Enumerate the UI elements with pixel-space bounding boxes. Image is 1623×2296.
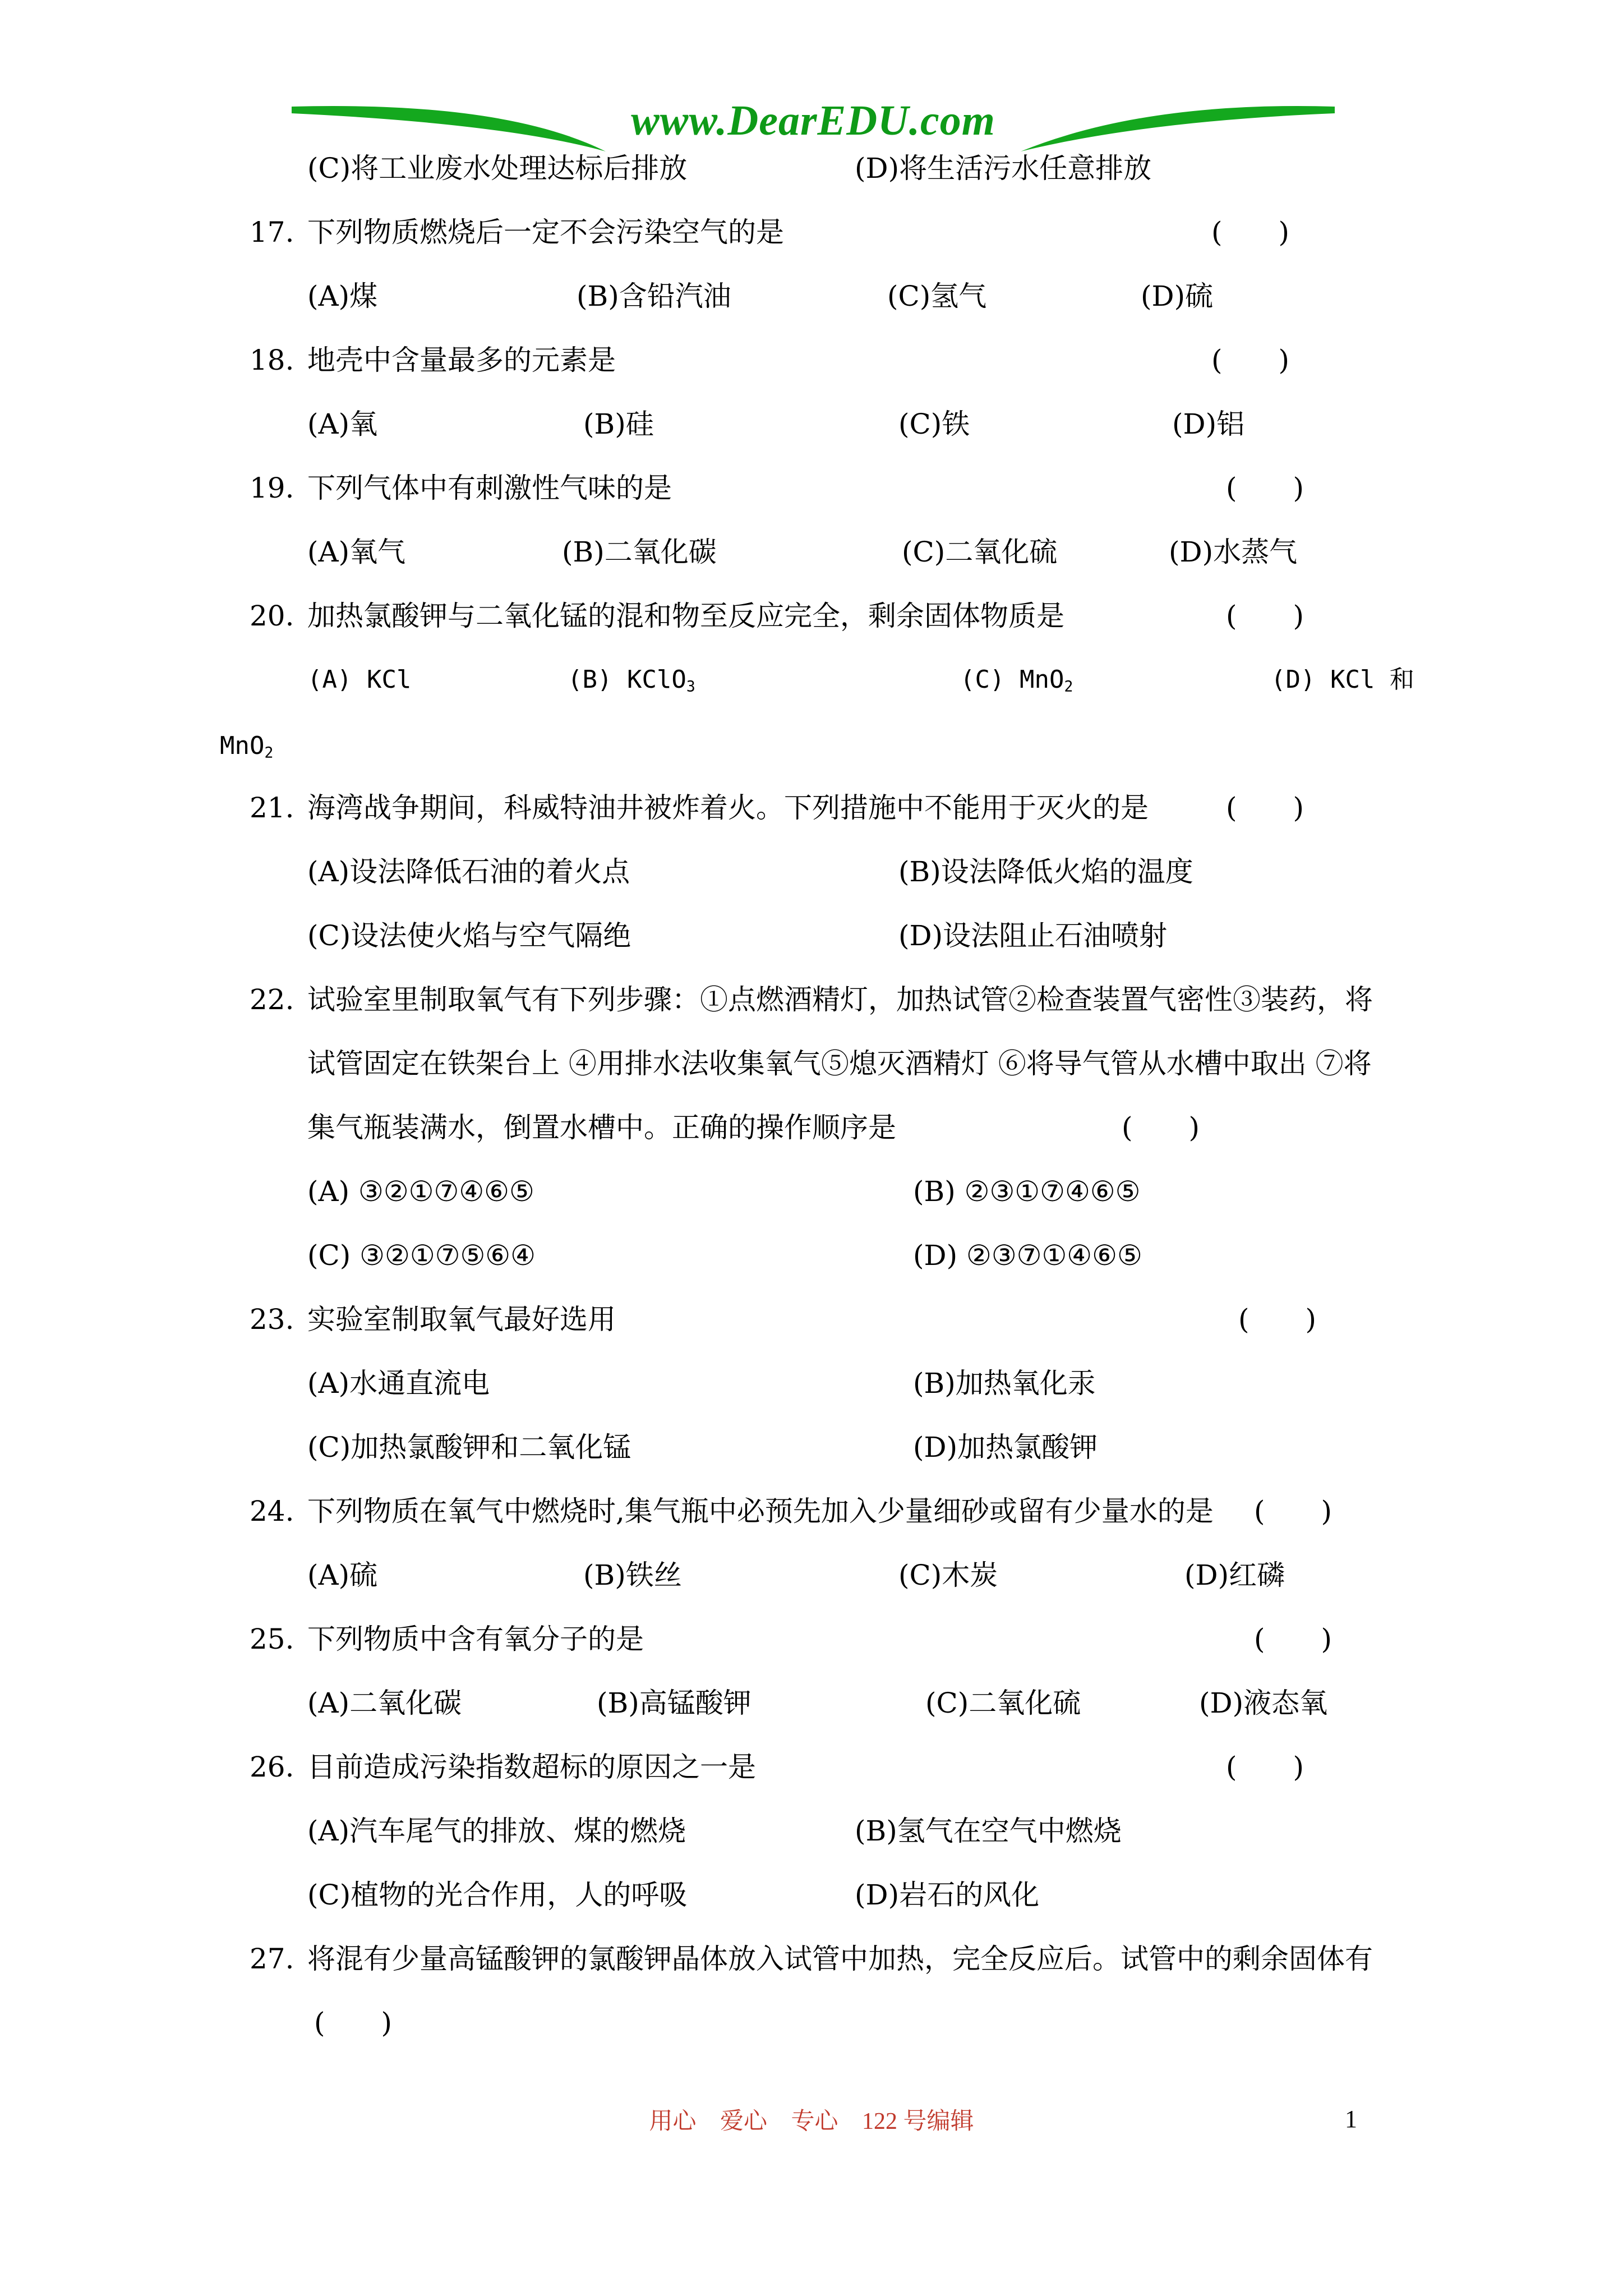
option-c: (C)植物的光合作用，人的呼吸 bbox=[307, 1879, 688, 1911]
option-c: (C) ③②①⑦⑤⑥④ bbox=[307, 1239, 536, 1272]
question-number: 17. bbox=[250, 216, 294, 249]
answer-blank: ( ) bbox=[1211, 344, 1290, 376]
footer-text-2: 爱心 bbox=[720, 2109, 767, 2134]
question-text: 加热氯酸钾与二氧化锰的混和物至反应完全，剩余固体物质是 bbox=[307, 600, 1064, 632]
formula-text: (C) MnO bbox=[960, 665, 1064, 694]
option-d: (D)将生活污水任意排放 bbox=[855, 152, 1152, 185]
page-footer bbox=[0, 2102, 1623, 2136]
question-number: 27. bbox=[250, 1943, 294, 1975]
option-d: (D) KCl 和 bbox=[1271, 665, 1414, 694]
option-b: (B)高锰酸钾 bbox=[597, 1687, 751, 1719]
question-text: 下列物质在氧气中燃烧时,集气瓶中必预先加入少量细砂或留有少量水的是 bbox=[307, 1495, 1214, 1527]
option-d: (D)加热氯酸钾 bbox=[913, 1431, 1098, 1464]
option-a: (A) KCl bbox=[307, 665, 412, 694]
option-d: (D) ②③⑦①④⑥⑤ bbox=[913, 1239, 1142, 1272]
answer-blank: ( ) bbox=[1254, 1495, 1332, 1527]
footer-text-4: 122 号编辑 bbox=[862, 2109, 974, 2134]
formula-subscript: 2 bbox=[1064, 678, 1073, 696]
option-b: (B)硅 bbox=[583, 408, 654, 440]
footer-text-3: 专心 bbox=[791, 2109, 838, 2134]
option-d: (D)铝 bbox=[1172, 408, 1245, 440]
option-c bbox=[960, 662, 1073, 705]
option-c: (C)氢气 bbox=[887, 280, 987, 312]
formula-text: MnO bbox=[220, 731, 265, 760]
option-a: (A)二氧化碳 bbox=[307, 1687, 462, 1719]
option-d: (D)岩石的风化 bbox=[855, 1879, 1040, 1911]
option-a: (A)氧气 bbox=[307, 536, 406, 568]
option-b: (B)含铅汽油 bbox=[577, 280, 731, 312]
option-a: (A)汽车尾气的排放、煤的燃烧 bbox=[307, 1815, 686, 1847]
option-a: (A)煤 bbox=[307, 280, 378, 312]
option-d: (D)设法阻止石油喷射 bbox=[898, 919, 1168, 952]
question-text: 下列物质燃烧后一定不会污染空气的是 bbox=[307, 216, 784, 249]
option-c: (C)木炭 bbox=[898, 1559, 998, 1591]
answer-blank: ( ) bbox=[1226, 600, 1304, 632]
question-number: 25. bbox=[250, 1623, 294, 1655]
option-b bbox=[568, 662, 695, 705]
formula-subscript: 3 bbox=[686, 678, 695, 696]
option-c: (C)二氧化硫 bbox=[925, 1687, 1081, 1719]
option-c: (C)加热氯酸钾和二氧化锰 bbox=[307, 1431, 631, 1464]
question-number: 22. bbox=[250, 983, 294, 1016]
option-b: (B) ②③①⑦④⑥⑤ bbox=[913, 1175, 1141, 1208]
answer-blank: ( ) bbox=[1211, 216, 1290, 249]
question-number: 23. bbox=[250, 1303, 294, 1336]
answer-blank: ( ) bbox=[1122, 1111, 1200, 1144]
option-a: (A)氧 bbox=[307, 408, 378, 440]
option-d: (D)硫 bbox=[1141, 280, 1214, 312]
answer-blank: ( ) bbox=[1226, 792, 1304, 824]
question-text: 海湾战争期间，科威特油井被炸着火。下列措施中不能用于灭火的是 bbox=[307, 792, 1149, 824]
answer-blank: ( ) bbox=[1226, 1751, 1304, 1783]
question-text: 地壳中含量最多的元素是 bbox=[307, 344, 616, 376]
question-number: 24. bbox=[250, 1495, 294, 1527]
option-d: (D)液态氧 bbox=[1199, 1687, 1328, 1719]
question-text: 下列气体中有刺激性气味的是 bbox=[307, 472, 672, 504]
option-a: (A)水通直流电 bbox=[307, 1367, 490, 1400]
option-a: (A)设法降低石油的着火点 bbox=[307, 855, 630, 888]
answer-blank: ( ) bbox=[1226, 472, 1304, 504]
question-text-line1: 试验室里制取氧气有下列步骤：①点燃酒精灯，加热试管②检查装置气密性③装药，将 bbox=[307, 983, 1373, 1016]
answer-blank: ( ) bbox=[1254, 1623, 1332, 1655]
option-b: (B)氢气在空气中燃烧 bbox=[855, 1815, 1122, 1847]
option-c: (C)设法使火焰与空气隔绝 bbox=[307, 919, 631, 952]
logo-text: www.DearEDU.com bbox=[631, 97, 995, 144]
option-b: (B)设法降低火焰的温度 bbox=[898, 855, 1193, 888]
option-d-continued bbox=[220, 728, 273, 771]
question-text: 实验室制取氧气最好选用 bbox=[307, 1303, 616, 1336]
option-c: (C)二氧化硫 bbox=[902, 536, 1058, 568]
question-text-line3: 集气瓶装满水，倒置水槽中。正确的操作顺序是 bbox=[307, 1111, 896, 1144]
formula-text: (B) KClO bbox=[568, 665, 686, 694]
footer-text-1: 用心 bbox=[649, 2109, 697, 2134]
option-c: (C)将工业废水处理达标后排放 bbox=[307, 152, 688, 185]
option-c: (C)铁 bbox=[898, 408, 970, 440]
formula-subscript: 2 bbox=[264, 744, 274, 762]
option-b: (B)二氧化碳 bbox=[562, 536, 717, 568]
question-number: 26. bbox=[250, 1751, 294, 1783]
option-d: (D)红磷 bbox=[1184, 1559, 1285, 1591]
answer-blank: ( ) bbox=[1238, 1303, 1317, 1336]
question-text-line2: 试管固定在铁架台上 ④用排水法收集氧气⑤熄灭酒精灯 ⑥将导气管从水槽中取出 ⑦将 bbox=[307, 1047, 1372, 1080]
option-a: (A) ③②①⑦④⑥⑤ bbox=[307, 1175, 534, 1208]
answer-blank: ( ) bbox=[314, 2007, 393, 2039]
question-text: 目前造成污染指数超标的原因之一是 bbox=[307, 1751, 756, 1783]
question-number: 20. bbox=[250, 600, 294, 632]
question-text: 下列物质中含有氧分子的是 bbox=[307, 1623, 644, 1655]
option-a: (A)硫 bbox=[307, 1559, 378, 1591]
question-text: 将混有少量高锰酸钾的氯酸钾晶体放入试管中加热，完全反应后。试管中的剩余固体有 bbox=[307, 1943, 1373, 1975]
option-b: (B)加热氧化汞 bbox=[913, 1367, 1096, 1400]
question-number: 18. bbox=[250, 344, 294, 376]
option-b: (B)铁丝 bbox=[583, 1559, 682, 1591]
question-number: 19. bbox=[250, 472, 294, 504]
option-d: (D)水蒸气 bbox=[1169, 536, 1298, 568]
page-number: 1 bbox=[1345, 2105, 1357, 2133]
question-number: 21. bbox=[250, 792, 294, 824]
